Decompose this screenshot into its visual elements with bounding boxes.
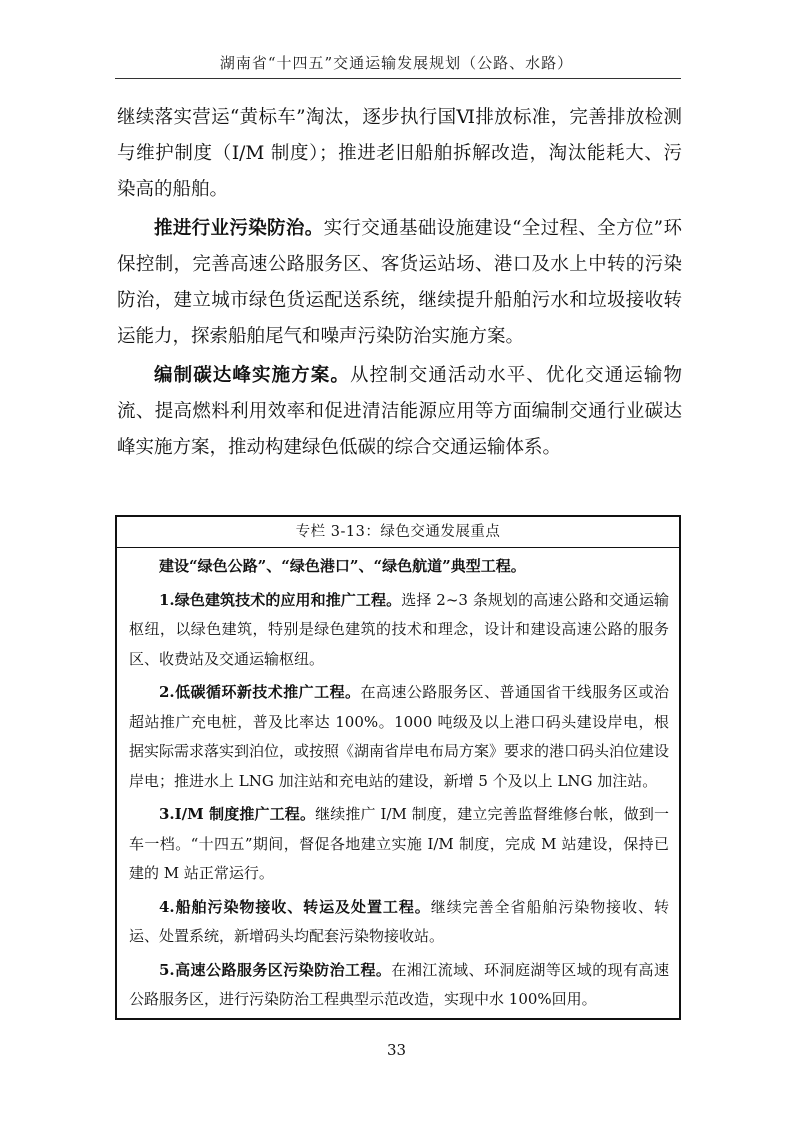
column-box xyxy=(115,515,681,1020)
box-item-heading: 4.船舶污染物接收、转运及处置工程。 xyxy=(159,897,431,916)
box-body xyxy=(117,548,679,1015)
box-item-text: 选择 2~3 条规划的高速公路和交通运输枢纽，以绿色建筑，特别是绿色建筑的技术和理念，设计和建设高速公路的服务区、收费站及交通运输枢纽。 xyxy=(129,590,669,668)
box-item-text: 继续完善全省船舶污染物接收、转运、处置系统，新增码头均配套污染物接收站。 xyxy=(129,897,669,945)
box-item-text: 在湘江流域、环洞庭湖等区域的现有高速公路服务区，进行污染防治工程典型示范改造，实现中水 100%回用。 xyxy=(129,960,669,1008)
running-header: 湖南省“十四五”交通运输发展规划（公路、水路） xyxy=(219,54,574,72)
box-intro-text: 建设“绿色公路”、“绿色港口”、“绿色航道”典型工程。 xyxy=(159,557,526,575)
box-item-heading: 1.绿色建筑技术的应用和推广工程。 xyxy=(159,590,402,609)
paragraph-text: 从控制交通活动水平、优化交通运输物流、提高燃料利用效率和促进清洁能源应用等方面编制交通行业碳达峰实施方案，推动构建绿色低碳的综合交通运输体系。 xyxy=(117,365,682,458)
paragraph-text: 实行交通基础设施建设“全过程、全方位”环保控制，完善高速公路服务区、客货运站场、港口及水上中转的污染防治，建立城市绿色货运配送系统，继续提升船舶污水和垃圾接收转运能力，探索船舶尾气和噪声污染防治实施方案。 xyxy=(117,218,682,347)
box-item-heading: 5.高速公路服务区污染防治工程。 xyxy=(159,960,392,979)
paragraph-heading: 推进行业污染防治。 xyxy=(154,218,324,239)
box-item xyxy=(129,956,669,1015)
box-intro xyxy=(129,552,669,582)
box-item xyxy=(129,586,669,675)
box-item xyxy=(129,893,669,952)
box-item xyxy=(129,800,669,889)
paragraph-continued: 继续落实营运“黄标车”淘汰，逐步执行国Ⅵ排放标准，完善排放检测与维护制度（I/M 制度）；推进老旧船舶拆解改造，淘汰能耗大、污染高的船舶。 xyxy=(117,107,682,200)
body-text xyxy=(117,100,682,469)
page-number: 33 xyxy=(386,1041,407,1059)
box-item-heading: 3.I/M 制度推广工程。 xyxy=(159,805,316,823)
box-item-heading: 2.低碳循环新技术推广工程。 xyxy=(159,683,361,701)
paragraph-carbon-peak xyxy=(117,358,682,466)
box-item-text: 继续推广 I/M 制度，建立完善监督维修台帐，做到一车一档。“十四五”期间，督促各地建立实施 I/M 制度，完成 M 站建设，保持已建的 M 站正常运行。 xyxy=(129,805,669,882)
box-item-text: 在高速公路服务区、普通国省干线服务区或治超站推广充电桩，普及比率达 100%。1000 吨级及以上港口码头建设岸电，根据实际需求落实到泊位，或按照《湖南省岸电布局方案》要求的港口码头泊位建设岸电；推进水上 LNG 加注站和充电站的建设，新增 5 个及以上 LNG 加注站。 xyxy=(129,683,670,790)
box-item xyxy=(129,678,669,796)
box-title: 专栏 3-13：绿色交通发展重点 xyxy=(117,517,679,548)
paragraph-heading: 编制碳达峰实施方案。 xyxy=(154,365,350,386)
paragraph-pollution-control xyxy=(117,211,682,355)
header-divider xyxy=(115,78,681,79)
